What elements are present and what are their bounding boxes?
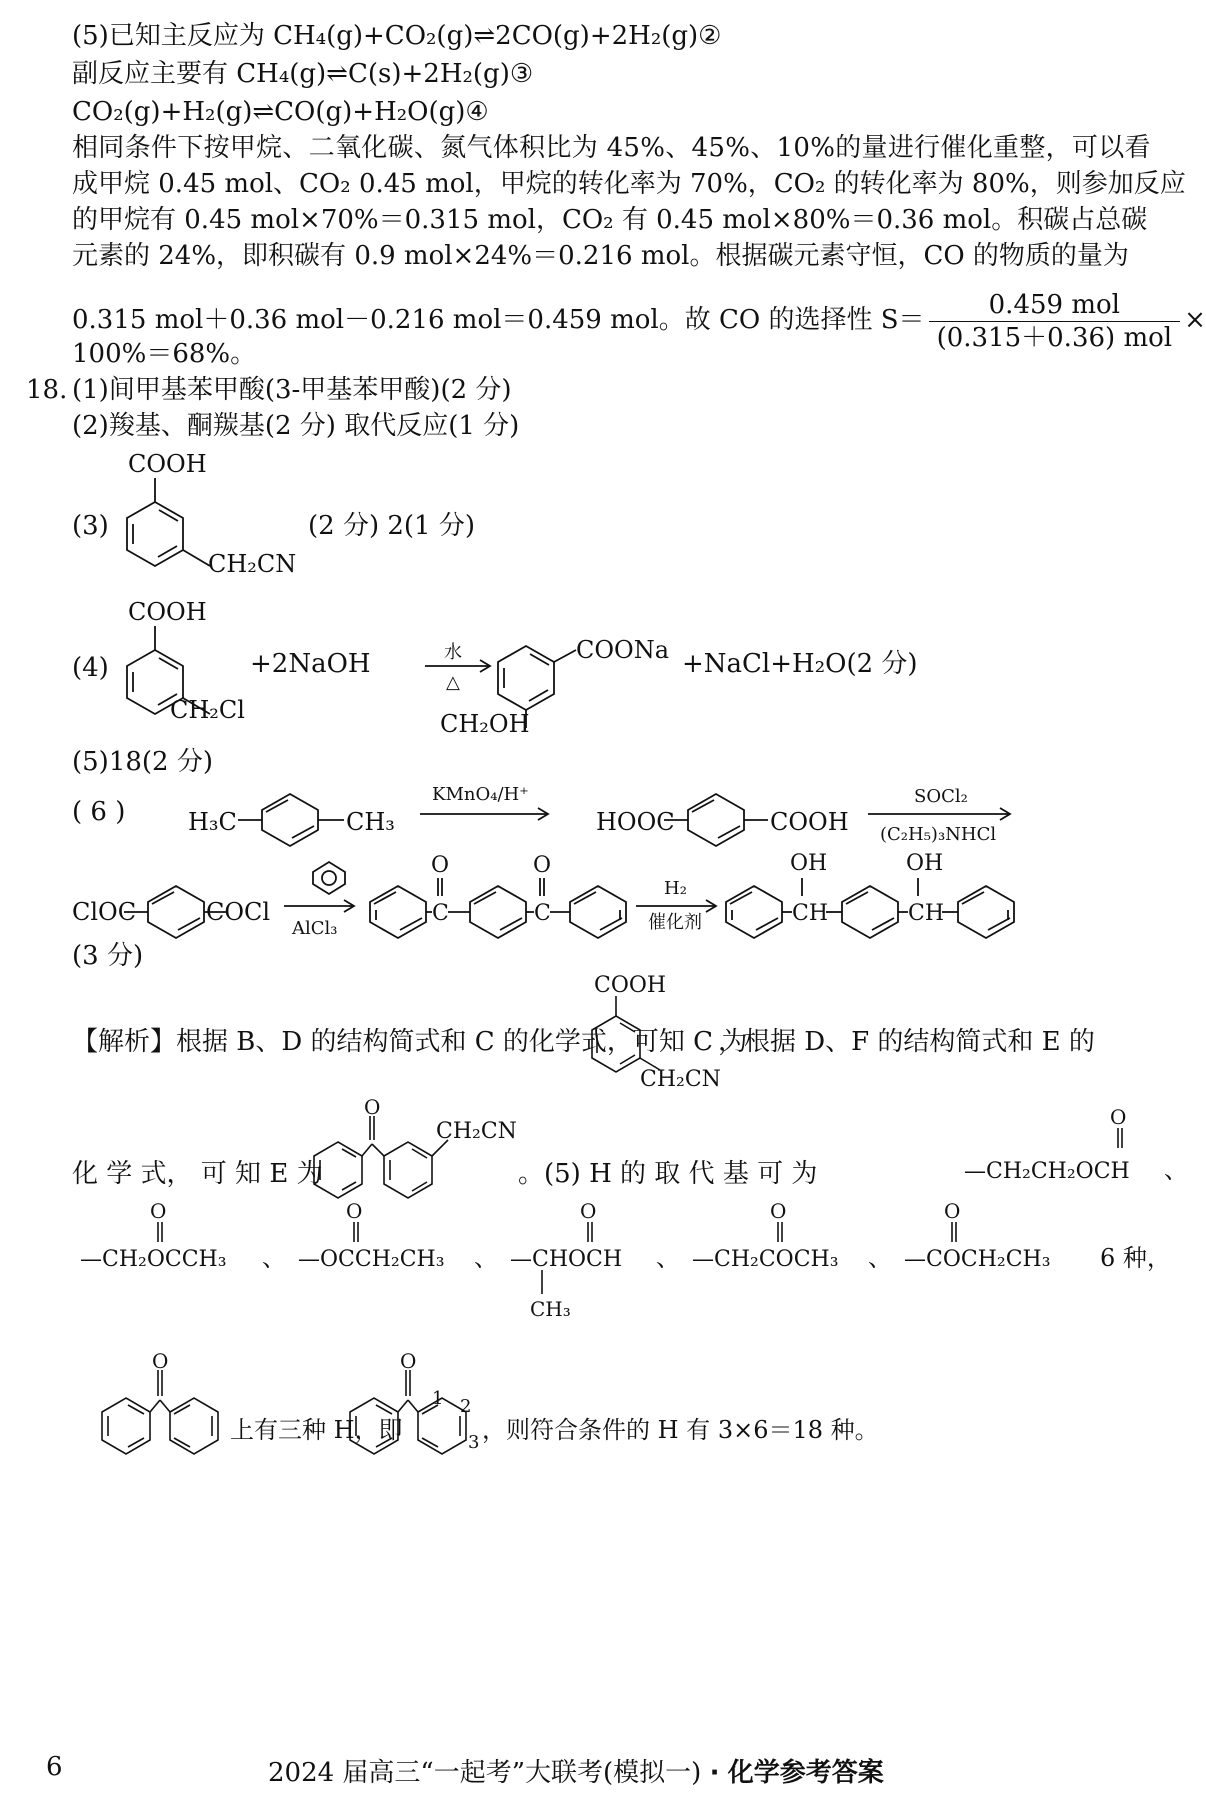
answer-5: (5)18(2 分)	[72, 747, 214, 777]
substituent-list	[0, 1105, 1200, 1321]
answer-3-score: (2 分) 2(1 分)	[308, 511, 475, 541]
analysis-line-2b: 。(5) H 的 取 代 基 可 为	[518, 1159, 818, 1189]
separator: 、	[262, 1244, 286, 1272]
oxygen-label: O	[431, 853, 450, 878]
count-six: 6 种，	[1100, 1244, 1171, 1272]
footer-exam-name: 2024 届高三“一起考”大联考(模拟一)	[268, 1758, 702, 1788]
footer-title	[268, 1752, 884, 1789]
compound-c-structure	[578, 966, 738, 1096]
oxygen-label: O	[400, 1349, 417, 1373]
text-line: 成甲烷 0.45 mol、CO₂ 0.45 mol，甲烷的转化率为 70%，CO₂ 的转化率为 80%，则参加反应	[72, 169, 1186, 199]
question-number: 18.	[26, 375, 68, 405]
position-3: 3	[468, 1432, 480, 1453]
fraction	[929, 289, 1181, 354]
synthesis-route-2	[0, 840, 1200, 950]
text-line: 相同条件下按甲烷、二氧化碳、氮气体积比为 45%、45%、10%的量进行催化重整，可以看	[72, 133, 1151, 163]
text-line: (5)已知主反应为 CH₄(g)+CO₂(g)⇌2CO(g)+2H₂(g)②	[72, 21, 722, 51]
substituent-2: —CH₂OCCH₃	[80, 1247, 227, 1272]
oxygen-label: O	[770, 1199, 787, 1223]
substituent-1: —CH₂CH₂OCH	[964, 1159, 1130, 1184]
condition-water: 水	[444, 642, 462, 663]
text-line: 100%＝68%。	[72, 339, 257, 369]
hydroxyl-label: OH	[906, 851, 944, 876]
answer-4-label: (4)	[72, 653, 109, 683]
oxygen-label: O	[1110, 1105, 1127, 1129]
answer-4-tail: +NaCl+H₂O(2 分)	[682, 649, 918, 679]
reagent-kmno4: KMnO₄/H⁺	[432, 784, 529, 805]
footer-dot: ·	[709, 1758, 720, 1788]
cooh-group: COOH	[770, 808, 849, 836]
separator: 、	[1164, 1156, 1188, 1184]
ch2cn-group: CH₂CN	[640, 1067, 721, 1092]
reagent-alcl3: AlCl₃	[292, 918, 338, 939]
reagent-base: (C₂H₅)₃NHCl	[880, 824, 997, 845]
hydroxyl-label: OH	[790, 851, 828, 876]
oxygen-label: O	[944, 1199, 961, 1223]
reagent-h2: H₂	[664, 878, 687, 899]
formula-lhs: 0.315 mol＋0.36 mol－0.216 mol＝0.459 mol。故 CO 的选择性 S＝	[72, 305, 925, 335]
cooh-group: COOH	[128, 450, 207, 478]
cooh-group: COOH	[594, 973, 667, 998]
cocl-group: COCl	[206, 898, 271, 926]
text-line: 副反应主要有 CH₄(g)⇌C(s)+2H₂(g)③	[72, 59, 534, 89]
carbonyl-c: C	[534, 901, 551, 926]
separator: 、	[868, 1244, 892, 1272]
oxygen-label: O	[533, 853, 552, 878]
benzophenone-line	[70, 1340, 950, 1480]
position-1: 1	[432, 1388, 444, 1409]
separator: 、	[656, 1244, 680, 1272]
reagent-catalyst: 催化剂	[648, 912, 702, 933]
footer-subject: 化学参考答案	[727, 1758, 884, 1788]
analysis-line-1a: 【解析】根据 B、D 的结构简式和 C 的化学式，可知 C 为	[72, 1027, 748, 1057]
oxygen-label: O	[346, 1199, 363, 1223]
text-line: 元素的 24%，即积碳有 0.9 mol×24%＝0.216 mol。根据碳元素守恒，CO 的物质的量为	[72, 241, 1129, 271]
fraction-denominator: (0.315＋0.36) mol	[936, 322, 1173, 353]
analysis-line-2a: 化 学 式， 可 知 E 为	[72, 1159, 323, 1189]
coona-group: COONa	[576, 636, 670, 664]
cooh-group: COOH	[128, 598, 207, 626]
oxygen-label: O	[364, 1095, 381, 1119]
times-sign: ×	[1184, 305, 1206, 335]
answer-3-label: (3)	[72, 511, 109, 541]
answer-6-label: ( 6 )	[72, 797, 126, 827]
substituent-4-methyl: CH₃	[530, 1297, 571, 1321]
ch2cn-group: CH₂CN	[208, 550, 297, 578]
ch2cl-group: CH₂Cl	[170, 696, 245, 724]
substituent-4: —CHOCH	[510, 1247, 623, 1272]
ch3-group: CH₃	[346, 808, 395, 836]
analysis-line-1b: ，根据 D、F 的结构简式和 E 的	[718, 1027, 1095, 1057]
answer-6-score: (3 分)	[72, 941, 144, 971]
reaction-4	[100, 588, 1100, 738]
reagent-socl2: SOCl₂	[914, 786, 968, 807]
hooc-group: HOOC	[596, 808, 675, 836]
answer-1: (1)间甲基苯甲酸(3-甲基苯甲酸)(2 分)	[72, 375, 512, 405]
ch-label: CH	[908, 901, 945, 926]
structure-3	[100, 440, 320, 580]
cloc-group: ClOC	[72, 898, 137, 926]
analysis-line-3b: ，则符合条件的 H 有 3×6＝18 种。	[482, 1416, 879, 1444]
analysis-line-3a: 上有三种 H，即	[230, 1416, 403, 1444]
naoh-reagent: +2NaOH	[250, 649, 371, 679]
answer-2: (2)羧基、酮羰基(2 分) 取代反应(1 分)	[72, 411, 520, 441]
oxygen-label: O	[152, 1349, 169, 1373]
ch-label: CH	[792, 901, 829, 926]
oxygen-label: O	[150, 1199, 167, 1223]
text-line: 的甲烷有 0.45 mol×70%＝0.315 mol，CO₂ 有 0.45 mol×80%＝0.36 mol。积碳占总碳	[72, 205, 1148, 235]
substituent-6: —COCH₂CH₃	[904, 1247, 1051, 1272]
ch2oh-group: CH₂OH	[440, 710, 530, 738]
separator: 、	[474, 1244, 498, 1272]
carbonyl-c: C	[432, 901, 449, 926]
text-line: CO₂(g)+H₂(g)⇌CO(g)+H₂O(g)④	[72, 97, 489, 127]
substituent-5: —CH₂COCH₃	[692, 1247, 839, 1272]
position-2: 2	[460, 1396, 472, 1417]
page-number: 6	[46, 1752, 63, 1782]
oxygen-label: O	[580, 1199, 597, 1223]
substituent-3: —OCCH₂CH₃	[298, 1247, 445, 1272]
fraction-numerator: 0.459 mol	[929, 289, 1181, 322]
h3c-group: H₃C	[188, 808, 237, 836]
ch2cn-group: CH₂CN	[436, 1119, 517, 1144]
condition-heat: △	[446, 672, 460, 693]
